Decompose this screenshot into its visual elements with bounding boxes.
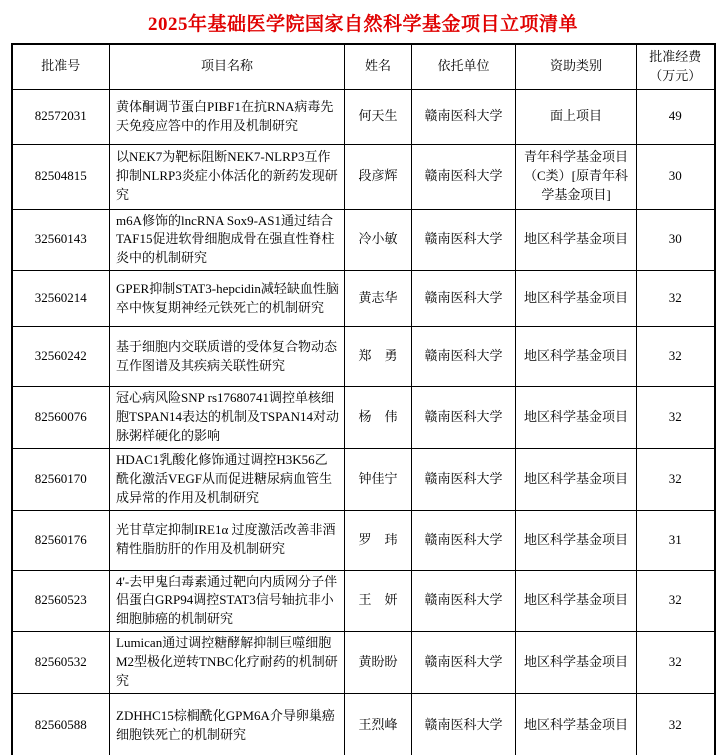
institution-cell: 赣南医科大学 — [412, 570, 516, 632]
col-header-approval-no: 批准号 — [12, 44, 110, 89]
name-cell: 郑 勇 — [345, 327, 412, 387]
table-row — [12, 449, 715, 511]
table-row — [12, 271, 715, 327]
project-title-cell: ZDHHC15棕榈酰化GPM6A介导卵巢癌细胞铁死亡的机制研究 — [110, 693, 345, 755]
table-row — [12, 570, 715, 632]
category-cell: 地区科学基金项目 — [516, 693, 637, 755]
institution-cell: 赣南医科大学 — [412, 89, 516, 144]
funding-cell: 49 — [637, 89, 715, 144]
funding-cell: 32 — [637, 387, 715, 449]
project-title-cell: HDAC1乳酸化修饰通过调控H3K56乙酰化激活VEGF从而促进糖尿病血管生成异常的作用及机制研究 — [110, 449, 345, 511]
funding-cell: 32 — [637, 570, 715, 632]
approval-no-cell: 32560242 — [12, 327, 110, 387]
category-cell: 地区科学基金项目 — [516, 449, 637, 511]
grant-project-table — [11, 43, 716, 755]
table-row — [12, 144, 715, 209]
category-cell: 地区科学基金项目 — [516, 632, 637, 694]
col-header-project-title: 项目名称 — [110, 44, 345, 89]
funding-cell: 31 — [637, 510, 715, 570]
name-cell: 杨 伟 — [345, 387, 412, 449]
table-header — [12, 44, 715, 89]
name-cell: 黄盼盼 — [345, 632, 412, 694]
name-cell: 冷小敏 — [345, 209, 412, 271]
table-row — [12, 510, 715, 570]
table-body — [12, 89, 715, 755]
col-header-category: 资助类别 — [516, 44, 637, 89]
funding-cell: 30 — [637, 144, 715, 209]
table-row — [12, 387, 715, 449]
table-row — [12, 693, 715, 755]
col-header-institution: 依托单位 — [412, 44, 516, 89]
project-title-cell: m6A修饰的lncRNA Sox9-AS1通过结合TAF15促进软骨细胞成骨在强直性脊柱炎中的机制研究 — [110, 209, 345, 271]
header-row — [12, 44, 715, 89]
project-title-cell: 光甘草定抑制IRE1α 过度激活改善非酒精性脂肪肝的作用及机制研究 — [110, 510, 345, 570]
table-row — [12, 89, 715, 144]
category-cell: 青年科学基金项目（C类）[原青年科学基金项目] — [516, 144, 637, 209]
institution-cell: 赣南医科大学 — [412, 510, 516, 570]
project-title-cell: 4'-去甲鬼臼毒素通过靶向内质网分子伴侣蛋白GRP94调控STAT3信号轴抗非小细胞肺癌的机制研究 — [110, 570, 345, 632]
project-title-cell: 以NEK7为靶标阻断NEK7-NLRP3互作抑制NLRP3炎症小体活化的新药发现研究 — [110, 144, 345, 209]
approval-no-cell: 82560532 — [12, 632, 110, 694]
name-cell: 段彦辉 — [345, 144, 412, 209]
approval-no-cell: 82560076 — [12, 387, 110, 449]
approval-no-cell: 32560214 — [12, 271, 110, 327]
category-cell: 地区科学基金项目 — [516, 209, 637, 271]
col-header-funding: 批准经费（万元） — [637, 44, 715, 89]
project-title-cell: 基于细胞内交联质谱的受体复合物动态互作图谱及其疾病关联性研究 — [110, 327, 345, 387]
institution-cell: 赣南医科大学 — [412, 387, 516, 449]
name-cell: 罗 玮 — [345, 510, 412, 570]
col-header-name: 姓名 — [345, 44, 412, 89]
institution-cell: 赣南医科大学 — [412, 693, 516, 755]
approval-no-cell: 82504815 — [12, 144, 110, 209]
page-title: 2025年基础医学院国家自然科学基金项目立项清单 — [147, 14, 578, 35]
approval-no-cell: 82560170 — [12, 449, 110, 511]
category-cell: 地区科学基金项目 — [516, 387, 637, 449]
funding-cell: 32 — [637, 632, 715, 694]
category-cell: 地区科学基金项目 — [516, 327, 637, 387]
name-cell: 黄志华 — [345, 271, 412, 327]
table-row — [12, 327, 715, 387]
institution-cell: 赣南医科大学 — [412, 144, 516, 209]
approval-no-cell: 82560523 — [12, 570, 110, 632]
funding-cell: 30 — [637, 209, 715, 271]
funding-cell: 32 — [637, 327, 715, 387]
institution-cell: 赣南医科大学 — [412, 271, 516, 327]
institution-cell: 赣南医科大学 — [412, 632, 516, 694]
funding-cell: 32 — [637, 693, 715, 755]
category-cell: 地区科学基金项目 — [516, 271, 637, 327]
name-cell: 王烈峰 — [345, 693, 412, 755]
approval-no-cell: 32560143 — [12, 209, 110, 271]
approval-no-cell: 82560176 — [12, 510, 110, 570]
category-cell: 地区科学基金项目 — [516, 510, 637, 570]
institution-cell: 赣南医科大学 — [412, 327, 516, 387]
approval-no-cell: 82572031 — [12, 89, 110, 144]
funding-cell: 32 — [637, 449, 715, 511]
funding-cell: 32 — [637, 271, 715, 327]
table-row — [12, 209, 715, 271]
name-cell: 钟佳宁 — [345, 449, 412, 511]
category-cell: 地区科学基金项目 — [516, 570, 637, 632]
project-title-cell: 冠心病风险SNP rs17680741调控单核细胞TSPAN14表达的机制及TSPAN14对动脉粥样硬化的影响 — [110, 387, 345, 449]
category-cell: 面上项目 — [516, 89, 637, 144]
project-title-cell: GPER抑制STAT3-hepcidin减轻缺血性脑卒中恢复期神经元铁死亡的机制研究 — [110, 271, 345, 327]
name-cell: 王 妍 — [345, 570, 412, 632]
project-title-cell: Lumican通过调控糖酵解抑制巨噬细胞M2型极化逆转TNBC化疗耐药的机制研究 — [110, 632, 345, 694]
institution-cell: 赣南医科大学 — [412, 449, 516, 511]
institution-cell: 赣南医科大学 — [412, 209, 516, 271]
name-cell: 何天生 — [345, 89, 412, 144]
project-title-cell: 黄体酮调节蛋白PIBF1在抗RNA病毒先天免疫应答中的作用及机制研究 — [110, 89, 345, 144]
table-row — [12, 632, 715, 694]
approval-no-cell: 82560588 — [12, 693, 110, 755]
